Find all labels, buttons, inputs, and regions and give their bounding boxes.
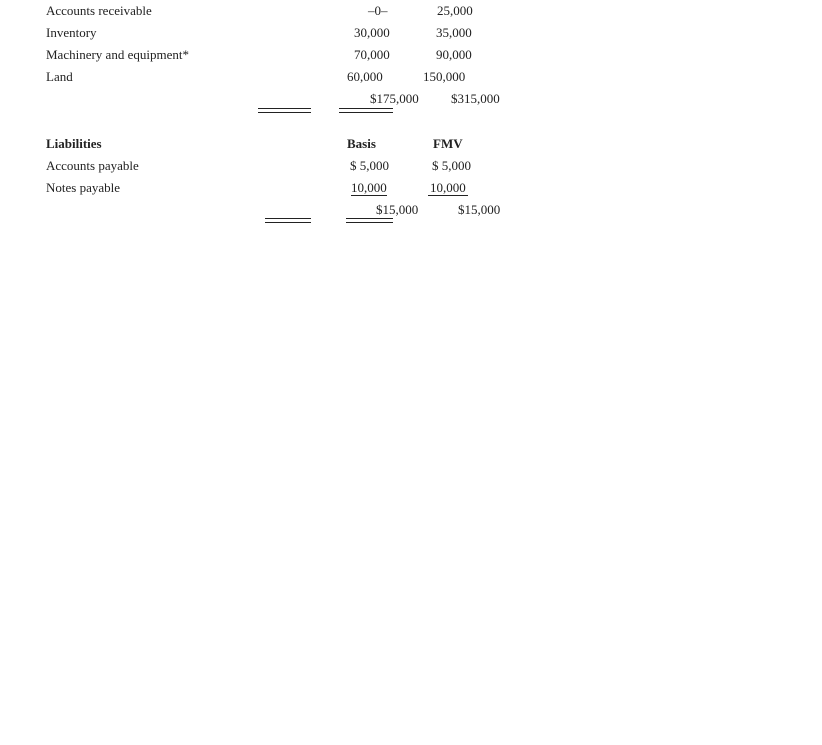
liability-label-accounts-payable: Accounts payable	[46, 158, 139, 173]
liability-fmv-accounts-payable: $ 5,000	[432, 158, 471, 173]
asset-fmv-machinery: 90,000	[436, 47, 472, 62]
assets-double-rule-basis	[339, 108, 393, 113]
liability-label-notes-payable: Notes payable	[46, 180, 121, 195]
asset-basis-land: 60,000	[347, 69, 383, 84]
asset-label-accounts-receivable: Accounts receivable	[46, 3, 152, 18]
asset-label-land: Land	[46, 69, 73, 84]
liabilities-heading: Liabilities	[46, 136, 102, 151]
liability-fmv-notes-payable: 10,000	[430, 180, 466, 195]
asset-fmv-land: 150,000	[423, 69, 466, 84]
liability-basis-accounts-payable: $ 5,000	[350, 158, 389, 173]
asset-label-inventory: Inventory	[46, 25, 97, 40]
asset-fmv-inventory: 35,000	[436, 25, 472, 40]
asset-label-machinery: Machinery and equipment*	[46, 47, 189, 62]
liabilities-double-rule-left	[265, 218, 311, 223]
liabilities-col-basis: Basis	[347, 136, 376, 151]
assets-double-rule-left	[258, 108, 311, 113]
liability-basis-notes-payable: 10,000	[351, 180, 387, 195]
liabilities-double-rule-basis	[346, 218, 393, 223]
liabilities-total-basis: $15,000	[376, 202, 419, 217]
assets-total-basis: $175,000	[370, 91, 419, 106]
liabilities-col-fmv: FMV	[433, 136, 463, 151]
asset-basis-accounts-receivable: –0–	[368, 3, 388, 18]
assets-total-fmv: $315,000	[451, 91, 500, 106]
asset-fmv-accounts-receivable: 25,000	[437, 3, 473, 18]
asset-basis-inventory: 30,000	[354, 25, 390, 40]
asset-basis-machinery: 70,000	[354, 47, 390, 62]
liabilities-total-fmv: $15,000	[458, 202, 501, 217]
